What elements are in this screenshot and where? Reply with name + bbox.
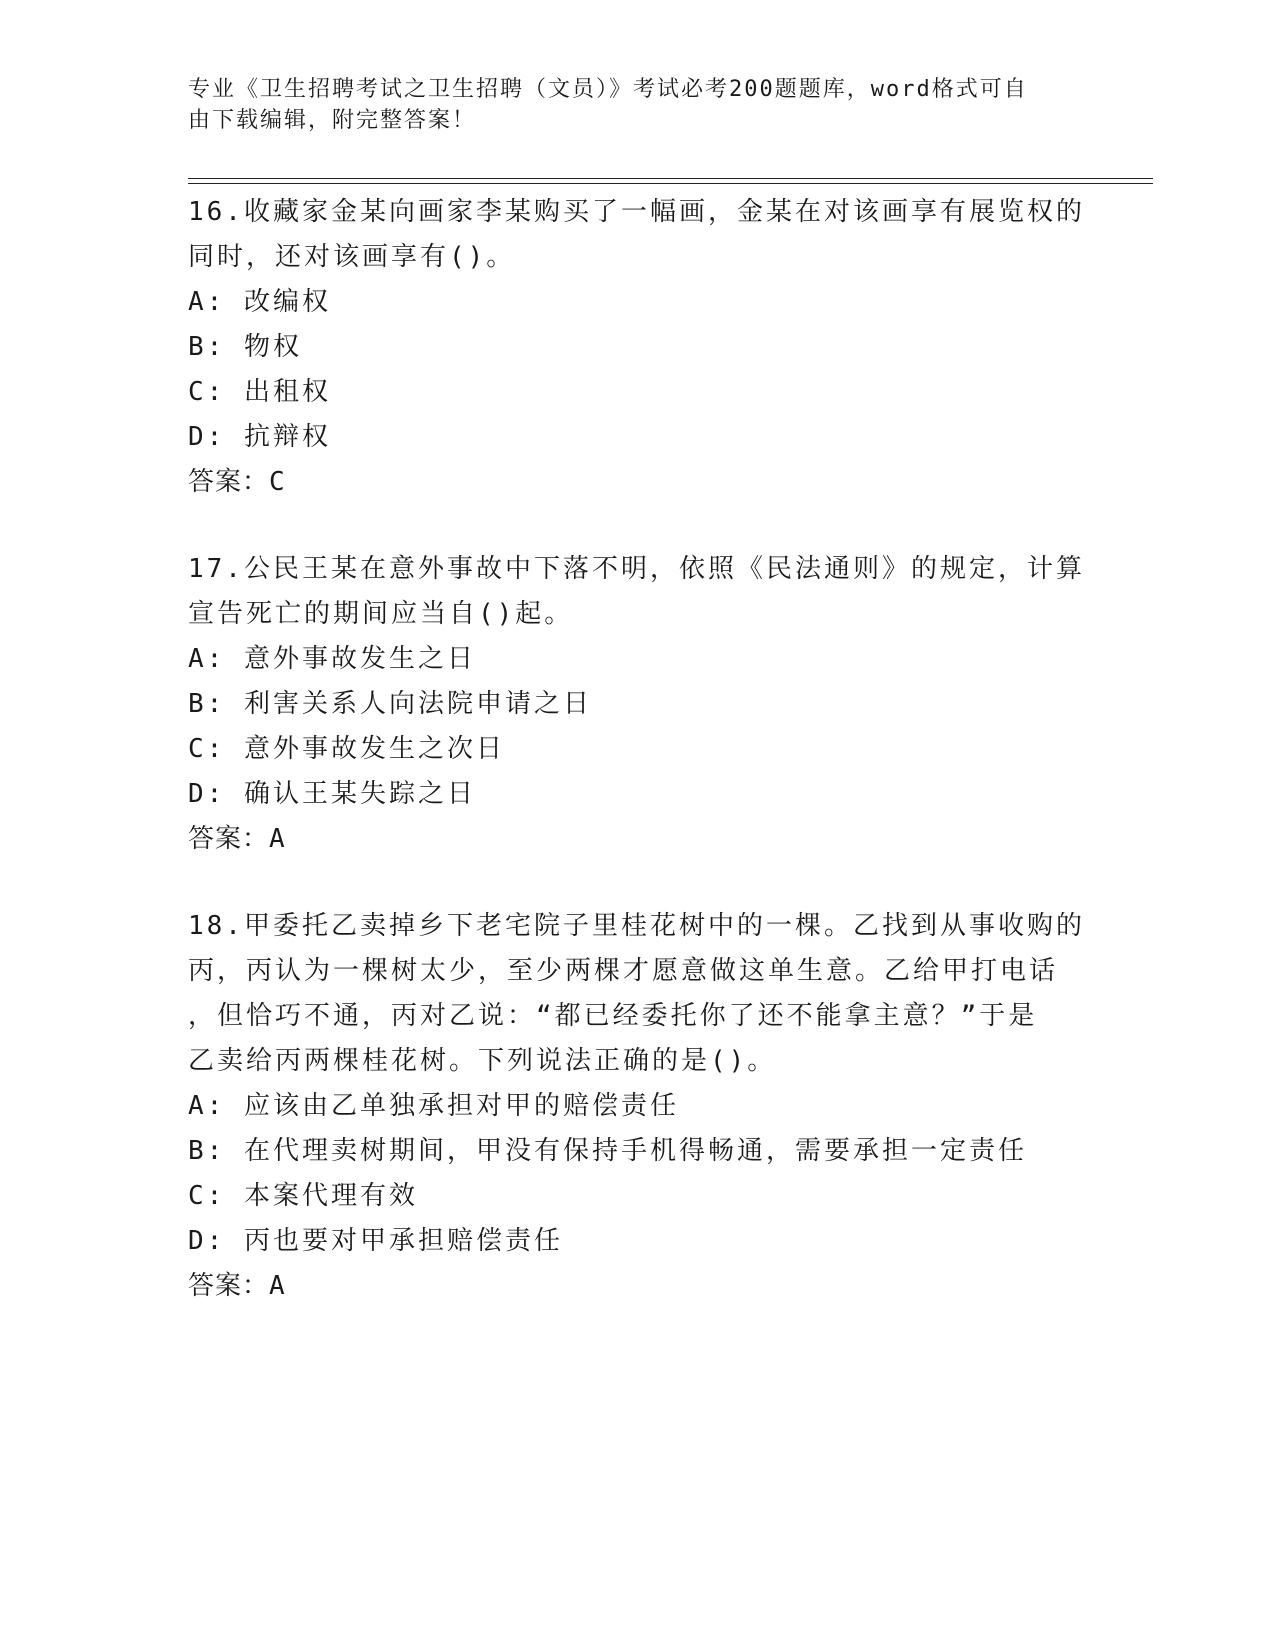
- question-17: [188, 547, 1088, 862]
- question-stem: [188, 904, 1088, 1084]
- answer-label: 答案：: [188, 1271, 270, 1301]
- option-letter: B: [188, 332, 207, 362]
- option-letter: A: [188, 644, 207, 674]
- option-text: 应该由乙单独承担对甲的赔偿责任: [243, 1091, 679, 1121]
- option-letter: C: [188, 734, 207, 764]
- answer-line: [188, 460, 1088, 505]
- option-c: C: 意外事故发生之次日: [188, 734, 505, 764]
- option-b: B: 在代理卖树期间，甲没有保持手机得畅通，需要承担一定责任: [188, 1136, 1027, 1166]
- option-text: 出租权: [243, 377, 331, 407]
- stem-line: 18.甲委托乙卖掉乡下老宅院子里桂花树中的一棵。乙找到从事收购的: [188, 911, 1085, 941]
- option-a: A: 改编权: [188, 287, 331, 317]
- option-text: 确认王某失踪之日: [243, 779, 476, 809]
- option-a: A: 应该由乙单独承担对甲的赔偿责任: [188, 1091, 679, 1121]
- question-18: [188, 904, 1088, 1309]
- question-stem: [188, 190, 1088, 280]
- option-c: C: 出租权: [188, 377, 331, 407]
- question-list: [188, 190, 1088, 1351]
- option-text: 利害关系人向法院申请之日: [243, 689, 592, 719]
- option-text: 改编权: [243, 287, 331, 317]
- option-letter: C: [188, 377, 207, 407]
- option-text: 丙也要对甲承担赔偿责任: [243, 1226, 563, 1256]
- option-letter: D: [188, 1226, 207, 1256]
- option-b: B: 物权: [188, 332, 302, 362]
- header-line-2: 由下载编辑，附完整答案！: [188, 108, 477, 133]
- option-letter: C: [188, 1181, 207, 1211]
- option-text: 意外事故发生之次日: [243, 734, 505, 764]
- option-d: D: 丙也要对甲承担赔偿责任: [188, 1226, 563, 1256]
- option-letter: B: [188, 1136, 207, 1166]
- answer-value: C: [269, 467, 286, 497]
- option-letter: B: [188, 689, 207, 719]
- option-letter: D: [188, 422, 207, 452]
- answer-label: 答案：: [188, 824, 270, 854]
- option-letter: A: [188, 1091, 207, 1121]
- option-text: 在代理卖树期间，甲没有保持手机得畅通，需要承担一定责任: [243, 1136, 1027, 1166]
- option-b: B: 利害关系人向法院申请之日: [188, 689, 592, 719]
- question-stem: [188, 547, 1088, 637]
- document-header: [188, 74, 1068, 136]
- answer-line: [188, 1264, 1088, 1309]
- answer-label: 答案：: [188, 467, 270, 497]
- header-rule-bottom: [188, 183, 1153, 184]
- stem-line: 16.收藏家金某向画家李某购买了一幅画，金某在对该画享有展览权的: [188, 197, 1085, 227]
- stem-line: 丙，丙认为一棵树太少，至少两棵才愿意做这单生意。乙给甲打电话: [188, 956, 1059, 986]
- option-text: 本案代理有效: [243, 1181, 418, 1211]
- option-c: C: 本案代理有效: [188, 1181, 418, 1211]
- answer-value: A: [269, 1271, 286, 1301]
- option-letter: D: [188, 779, 207, 809]
- stem-line: 宣告死亡的期间应当自()起。: [188, 599, 574, 629]
- header-rule-top: [188, 178, 1153, 179]
- option-text: 物权: [243, 332, 302, 362]
- header-line-1: 专业《卫生招聘考试之卫生招聘（文员）》考试必考200题题库，word格式可自: [188, 77, 1028, 102]
- stem-line: ，但恰巧不通，丙对乙说：“都已经委托你了还不能拿主意？”于是: [188, 1001, 1038, 1031]
- stem-line: 乙卖给丙两棵桂花树。下列说法正确的是()。: [188, 1046, 777, 1076]
- option-letter: A: [188, 287, 207, 317]
- answer-value: A: [269, 824, 286, 854]
- option-d: D: 确认王某失踪之日: [188, 779, 476, 809]
- option-text: 抗辩权: [243, 422, 331, 452]
- stem-line: 同时，还对该画享有()。: [188, 242, 516, 272]
- option-text: 意外事故发生之日: [243, 644, 476, 674]
- option-d: D: 抗辩权: [188, 422, 331, 452]
- option-a: A: 意外事故发生之日: [188, 644, 476, 674]
- answer-line: [188, 817, 1088, 862]
- question-16: [188, 190, 1088, 505]
- stem-line: 17.公民王某在意外事故中下落不明，依照《民法通则》的规定，计算: [188, 554, 1085, 584]
